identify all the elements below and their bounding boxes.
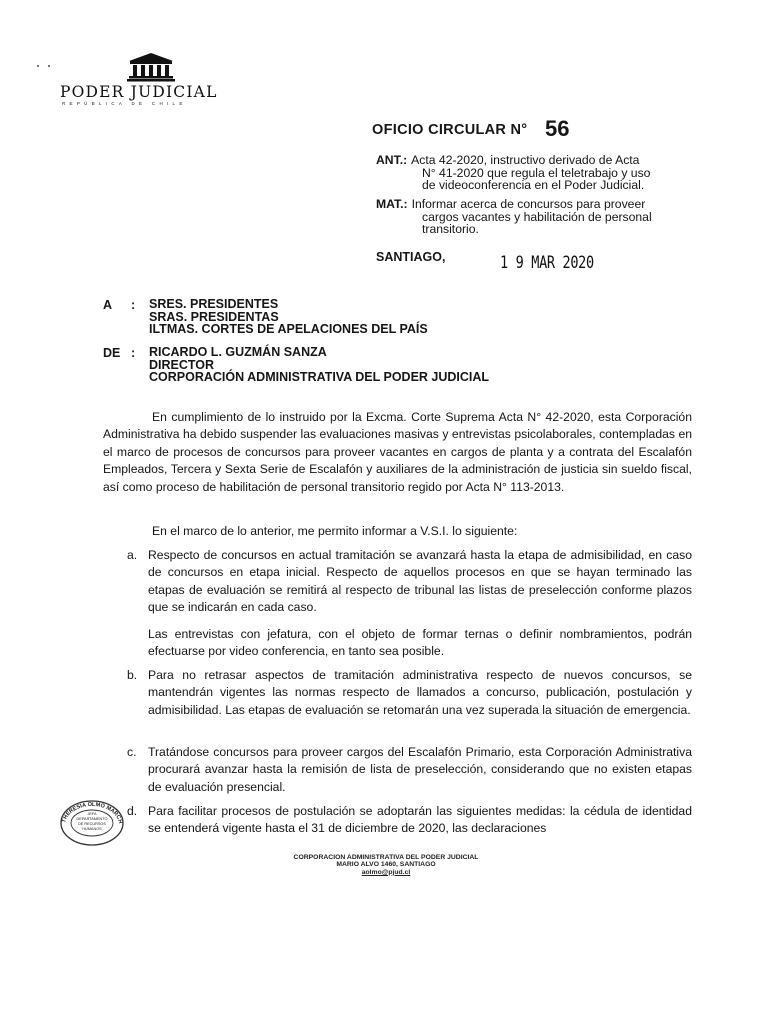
to-colon: : bbox=[131, 298, 136, 312]
mat-line: Informar acerca de concursos para proveer bbox=[411, 197, 646, 211]
poder-judicial-logo bbox=[60, 52, 250, 104]
list-item-letter: d. bbox=[127, 804, 138, 818]
recipient-line: ILTMAS. CORTES DE APELACIONES DEL PAÍS bbox=[149, 322, 428, 336]
scan-dot bbox=[48, 65, 50, 67]
footer-line: MARIO ALVO 1460, SANTIAGO bbox=[336, 861, 436, 869]
list-item-b bbox=[127, 667, 692, 719]
mat-line: cargos vacantes y habilitación de personal bbox=[422, 209, 652, 224]
courthouse-icon bbox=[126, 52, 176, 82]
list-item-letter: c. bbox=[127, 745, 137, 759]
ant-line: Acta 42-2020, instructivo derivado de Acta bbox=[411, 153, 640, 167]
svg-text:DE RECURSOS: DE RECURSOS bbox=[78, 822, 106, 826]
body-paragraph-2: En el marco de lo anterior, me permito informar a V.S.I. lo siguiente: bbox=[152, 524, 518, 538]
list-item-c bbox=[127, 744, 692, 796]
to-label: A bbox=[103, 298, 113, 312]
ant-line: N° 41-2020 que regula el teletrabajo y uso bbox=[422, 165, 651, 180]
sender-line: CORPORACIÓN ADMINISTRATIVA DEL PODER JUDICIAL bbox=[149, 370, 490, 384]
mat-block bbox=[376, 198, 706, 236]
official-stamp bbox=[59, 799, 125, 847]
list-item-text: Para facilitar procesos de postulación se adoptarán las siguientes medidas: la cédula de identidad se entenderá vigente hasta el 31 de diciembre de 2020, las declaraciones bbox=[148, 804, 692, 836]
list-item-text: Para no retrasar aspectos de tramitación administrativa respecto de nuevos concursos, se mantendrán vigentes las normas respecto de llamados a concurso, publicación, postulación y admisibilidad. Las etapas de evaluación se retomarán una vez superada la situación de emergencia. bbox=[148, 668, 692, 717]
oficio-label: OFICIO CIRCULAR N° bbox=[372, 122, 528, 138]
list-item-d bbox=[127, 803, 692, 838]
svg-text:THERESIA OLMO MARCHETTI: THERESIA OLMO MARCH bbox=[61, 801, 123, 825]
list-item-letter: b. bbox=[127, 668, 138, 682]
place-label: SANTIAGO, bbox=[376, 250, 446, 264]
svg-text:HUMANOS: HUMANOS bbox=[82, 827, 102, 831]
logo-subtitle: REPÚBLICA DE CHILE bbox=[62, 101, 187, 106]
list-item-text: Tratándose concursos para proveer cargos del Escalafón Primario, esta Corporación Administrativa procurará avanzar hasta la remisión de lista de preselección, considerando que no existen etapas de evaluación presencial. bbox=[148, 745, 692, 794]
footer-line: CORPORACION ADMINISTRATIVA DEL PODER JUDICIAL bbox=[293, 854, 479, 861]
list-item-a bbox=[127, 547, 692, 617]
list-item-letter: a. bbox=[127, 548, 138, 562]
svg-text:JEFA: JEFA bbox=[87, 812, 97, 816]
recipient-line: SRAS. PRESIDENTAS bbox=[149, 309, 279, 324]
body-paragraph-1: En cumplimiento de lo instruido por la Excma. Corte Suprema Acta N° 42-2020, esta Corporación Administrativa ha debido suspender las evaluaciones masivas y entrevistas psicolaborales, contempladas en el marco de procesos de concursos para proveer vacantes en cargos de planta y a contrata del Escalafón Empleados, Tercera y Sexta Serie de Escalafón y auxiliares de la administración de justicia sin sueldo fiscal, así como proceso de habilitación de personal transitorio regido por Acta N° 113-2013. bbox=[103, 410, 692, 494]
footer-email: aolmo@pjud.cl bbox=[361, 868, 411, 876]
recipient-line: SRES. PRESIDENTES bbox=[149, 297, 279, 311]
ant-line: de videoconferencia en el Poder Judicial. bbox=[422, 178, 645, 192]
oficio-number: 56 bbox=[545, 116, 570, 141]
sender-line: RICARDO L. GUZMÁN SANZA bbox=[149, 345, 327, 359]
mat-line: transitorio. bbox=[422, 222, 479, 236]
sender-line: DIRECTOR bbox=[149, 357, 215, 372]
mat-label: MAT.: bbox=[376, 197, 408, 211]
date-stamp: 1 9 MAR 2020 bbox=[500, 253, 594, 272]
list-item-text: Respecto de concursos en actual tramitación se avanzará hasta la etapa de admisibilidad, en caso de concursos en etapa inicial. Respecto de aquellos procesos en que se hayan terminado las etapas de evaluación se remitirá al respecto de tribunal las listas de preselección conforme plazos que se indicarán en cada caso. bbox=[148, 548, 692, 615]
page-footer bbox=[240, 854, 532, 876]
ant-label: ANT.: bbox=[376, 153, 408, 167]
scan-dot bbox=[37, 65, 39, 67]
logo-name: PODER JUDICIAL bbox=[60, 83, 218, 101]
list-item-a-continuation: Las entrevistas con jefatura, con el objeto de formar ternas o definir nombramientos, podrán efectuarse por video conferencia, en tanto sea posible. bbox=[148, 627, 692, 659]
svg-text:DEPARTAMENTO: DEPARTAMENTO bbox=[76, 817, 108, 821]
from-colon: : bbox=[131, 346, 136, 360]
from-sender bbox=[149, 346, 489, 384]
to-recipients bbox=[149, 298, 428, 336]
ant-block bbox=[376, 154, 706, 192]
from-label: DE bbox=[103, 346, 121, 360]
